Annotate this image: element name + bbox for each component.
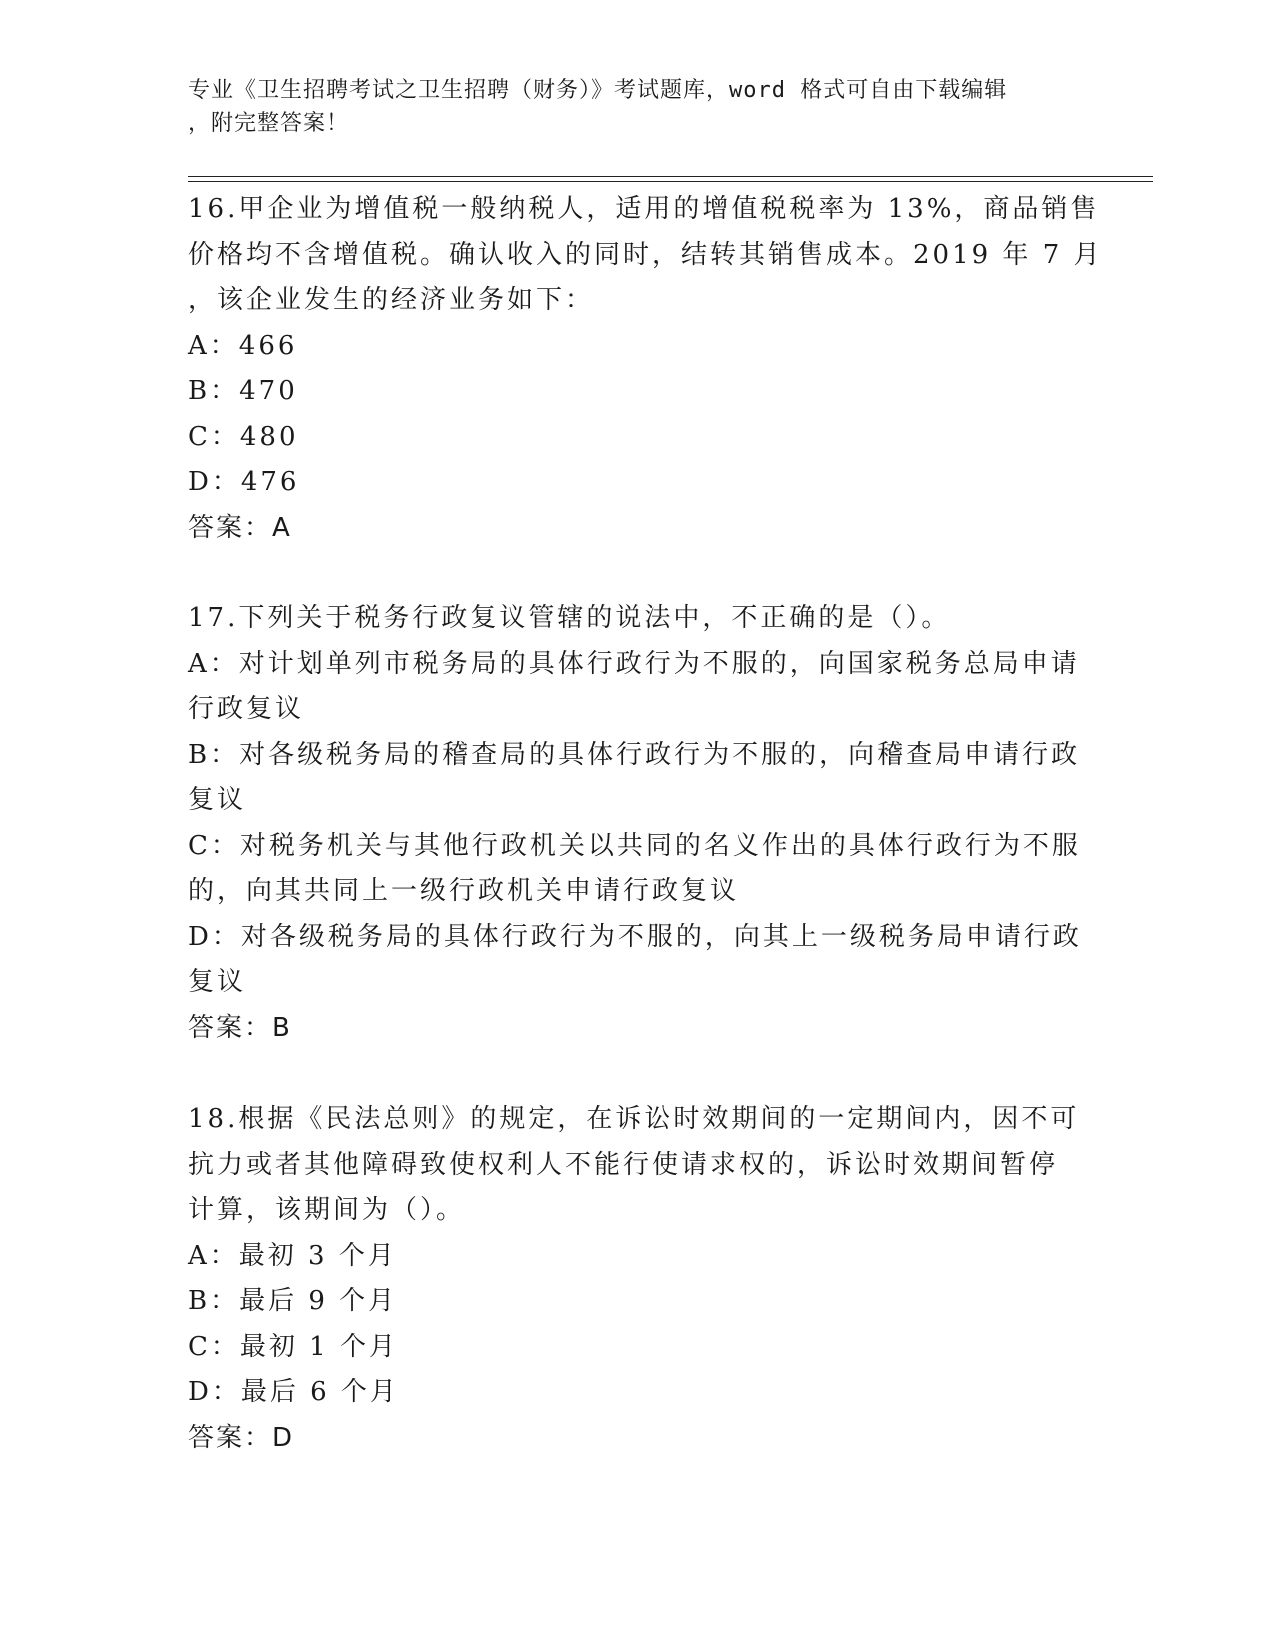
option-line: A：最初 3 个月 <box>188 1240 397 1271</box>
header-divider <box>188 176 1153 177</box>
question-stem-line: 计算，该期间为（）。 <box>188 1195 466 1225</box>
question-stem-line: 抗力或者其他障碍致使权利人不能行使请求权的，诉讼时效期间暂停 <box>188 1149 1059 1180</box>
question-18 <box>188 1097 1088 1461</box>
header-divider <box>188 181 1153 182</box>
option-line: A：466 <box>188 330 298 361</box>
option-line: B：对各级税务局的稽查局的具体行政行为不服的，向稽查局申请行政 <box>188 739 1081 770</box>
question-stem-line: 16.甲企业为增值税一般纳税人，适用的增值税税率为 13%，商品销售 <box>188 194 1100 224</box>
question-stem-line: 价格均不含增值税。确认收入的同时，结转其销售成本。2019 年 7 月 <box>188 239 1103 270</box>
question-stem-line: ，该企业发生的经济业务如下： <box>188 285 595 315</box>
option-line: B：470 <box>188 376 298 406</box>
question-stem-line: 18.根据《民法总则》的规定，在诉讼时效期间的一定期间内，因不可 <box>188 1104 1080 1134</box>
option-line: 行政复议 <box>188 694 305 724</box>
option-line: 复议 <box>188 967 247 997</box>
option-line: D：对各级税务局的具体行政行为不服的，向其上一级税务局申请行政 <box>188 921 1082 952</box>
option-line: C：对税务机关与其他行政机关以共同的名义作出的具体行政行为不服 <box>188 830 1081 861</box>
header-line: 专业《卫生招聘考试之卫生招聘（财务）》考试题库，word 格式可自由下载编辑 <box>188 78 1008 103</box>
answer-label: 答案：D <box>188 1422 295 1453</box>
header-line: ，附完整答案！ <box>188 111 350 136</box>
question-16 <box>188 187 1103 551</box>
document-header <box>188 74 1068 140</box>
question-stem-line: 17.下列关于税务行政复议管辖的说法中，不正确的是（）。 <box>188 603 951 633</box>
answer-label: 答案：A <box>188 512 292 543</box>
option-line: C：480 <box>188 421 299 452</box>
answer-label: 答案：B <box>188 1012 292 1043</box>
option-line: D：476 <box>188 467 300 497</box>
option-line: D：最后 6 个月 <box>188 1377 399 1407</box>
question-17 <box>188 596 1088 1051</box>
option-line: 的，向其共同上一级行政机关申请行政复议 <box>188 876 740 906</box>
option-line: B：最后 9 个月 <box>188 1286 398 1316</box>
option-line: A：对计划单列市税务局的具体行政行为不服的，向国家税务总局申请 <box>188 648 1080 679</box>
option-line: 复议 <box>188 785 247 815</box>
option-line: C：最初 1 个月 <box>188 1331 398 1362</box>
